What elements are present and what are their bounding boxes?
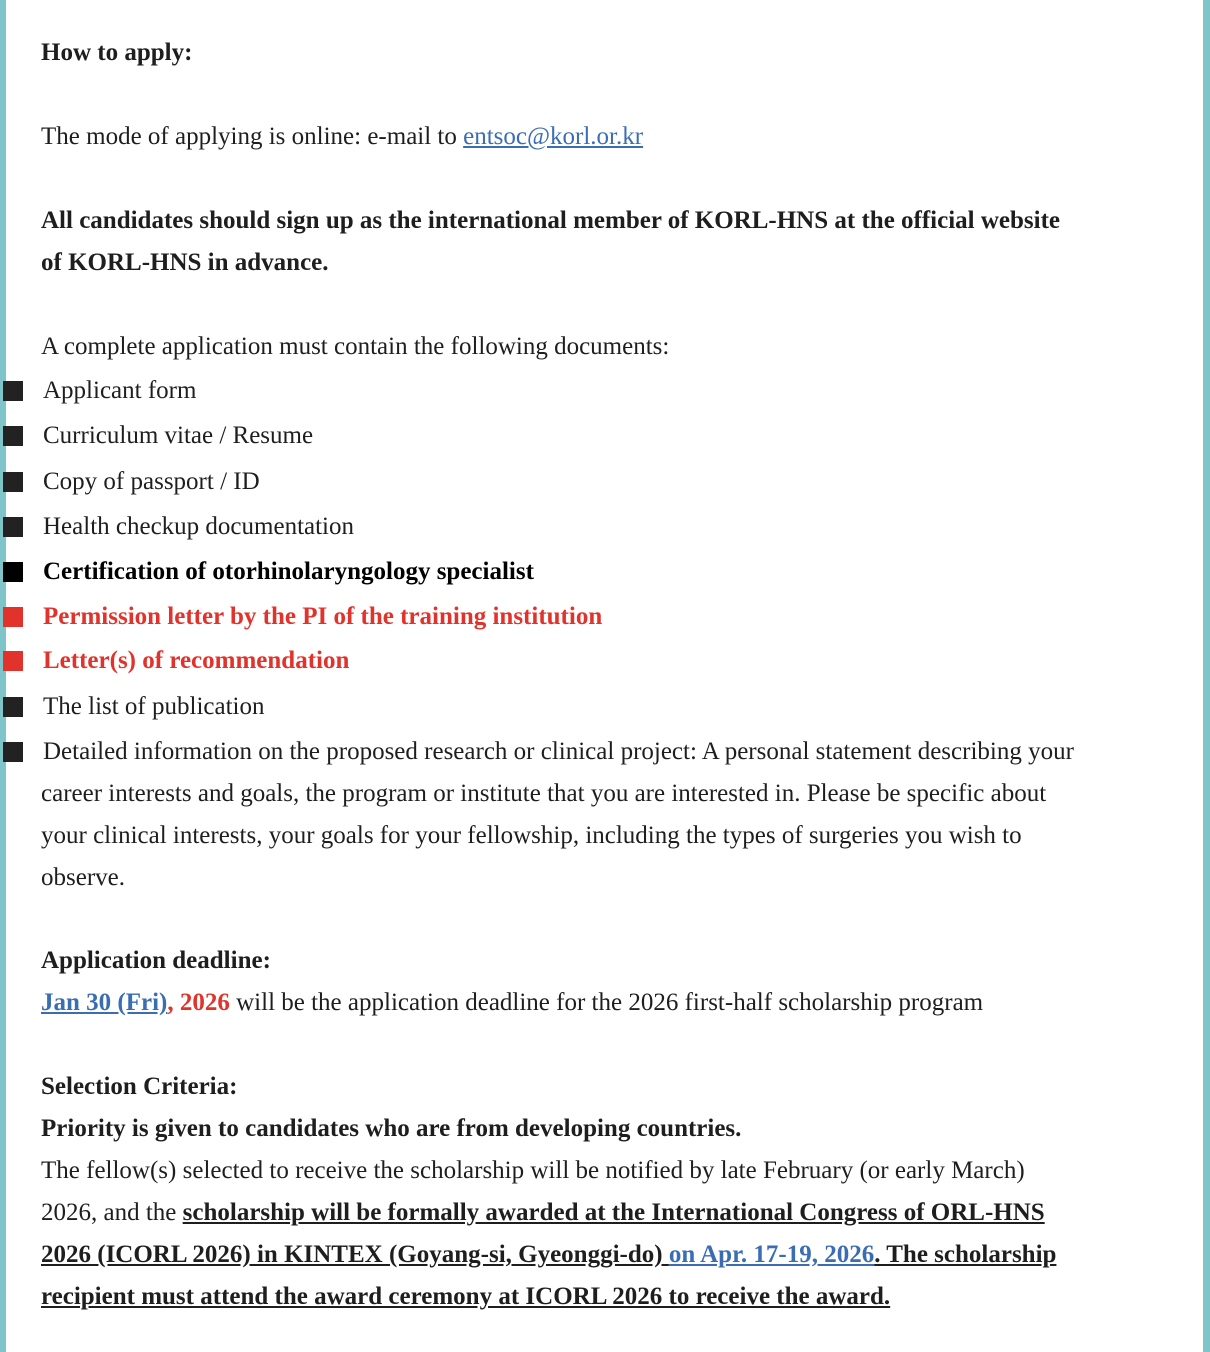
list-item-label: Certification of otorhinolaryngology specialist xyxy=(43,558,534,585)
deadline-heading: Application deadline: xyxy=(41,947,271,974)
square-bullet-icon xyxy=(3,607,23,627)
selection-line3 xyxy=(41,1240,1056,1270)
how-to-apply-heading: How to apply: xyxy=(41,39,193,66)
square-bullet-icon xyxy=(3,562,23,582)
list-item-label: Applicant form xyxy=(43,377,197,404)
deadline-line xyxy=(41,988,983,1018)
award-venue: 2026 (ICORL 2026) in KINTEX (Goyang-si, Gyeonggi-do) xyxy=(41,1241,669,1268)
list-item xyxy=(4,692,264,722)
list-item-label: Curriculum vitae / Resume xyxy=(43,422,314,449)
square-bullet-icon xyxy=(3,697,23,717)
apply-mode-text: The mode of applying is online: e-mail to xyxy=(41,123,464,150)
selection-line2-plain: 2026, and the xyxy=(41,1199,183,1226)
list-item xyxy=(4,737,1074,767)
list-item-label: Copy of passport / ID xyxy=(43,468,260,495)
list-item xyxy=(4,602,602,632)
selection-line1: The fellow(s) selected to receive the scholarship will be notified by late February (or early March) xyxy=(41,1157,1025,1184)
square-bullet-icon xyxy=(3,517,23,537)
list-item xyxy=(4,421,313,451)
selection-heading: Selection Criteria: xyxy=(41,1073,238,1100)
list-item xyxy=(4,557,534,587)
deadline-date-link[interactable]: Jan 30 (Fri) xyxy=(41,989,168,1016)
email-link[interactable]: entsoc@korl.or.kr xyxy=(463,123,644,150)
apply-mode-line xyxy=(41,122,643,152)
award-tail: . The scholarship xyxy=(874,1241,1057,1268)
right-border xyxy=(1203,0,1210,1352)
deadline-rest: will be the application deadline for the 2026 first-half scholarship program xyxy=(229,989,984,1016)
list-item xyxy=(4,646,349,676)
square-bullet-icon xyxy=(3,472,23,492)
list-item xyxy=(4,376,196,406)
detail-continuation-line: your clinical interests, your goals for your fellowship, including the types of surgeries you wish to xyxy=(41,822,1022,849)
detail-continuation-line: career interests and goals, the program or institute that you are interested in. Please be specific about xyxy=(41,780,1047,807)
selection-priority: Priority is given to candidates who are from developing countries. xyxy=(41,1115,742,1142)
list-item xyxy=(4,512,354,542)
attendance-requirement: recipient must attend the award ceremony at ICORL 2026 to receive the award. xyxy=(41,1283,891,1310)
square-bullet-icon xyxy=(3,381,23,401)
square-bullet-icon xyxy=(3,651,23,671)
list-item-label: The list of publication xyxy=(43,693,265,720)
left-border xyxy=(0,0,6,1352)
list-item-label: Detailed information on the proposed research or clinical project: A personal statement describing your xyxy=(43,738,1074,765)
documents-intro: A complete application must contain the following documents: xyxy=(41,333,670,360)
award-statement: scholarship will be formally awarded at the International Congress of ORL-HNS xyxy=(182,1199,1045,1226)
list-item-label: Health checkup documentation xyxy=(43,513,354,540)
square-bullet-icon xyxy=(3,426,23,446)
selection-line2 xyxy=(41,1198,1045,1228)
square-bullet-icon xyxy=(3,742,23,762)
detail-continuation-line: observe. xyxy=(41,864,125,891)
list-item xyxy=(4,467,260,497)
signup-notice-line2: of KORL-HNS in advance. xyxy=(41,249,329,276)
list-item-label: Permission letter by the PI of the training institution xyxy=(43,603,603,630)
deadline-year: 2026 xyxy=(179,989,230,1016)
signup-notice-line1: All candidates should sign up as the international member of KORL-HNS at the official website xyxy=(41,207,1061,234)
deadline-comma: , xyxy=(167,989,180,1016)
award-date-link[interactable]: on Apr. 17-19, 2026 xyxy=(668,1241,875,1268)
list-item-label: Letter(s) of recommendation xyxy=(43,647,350,674)
